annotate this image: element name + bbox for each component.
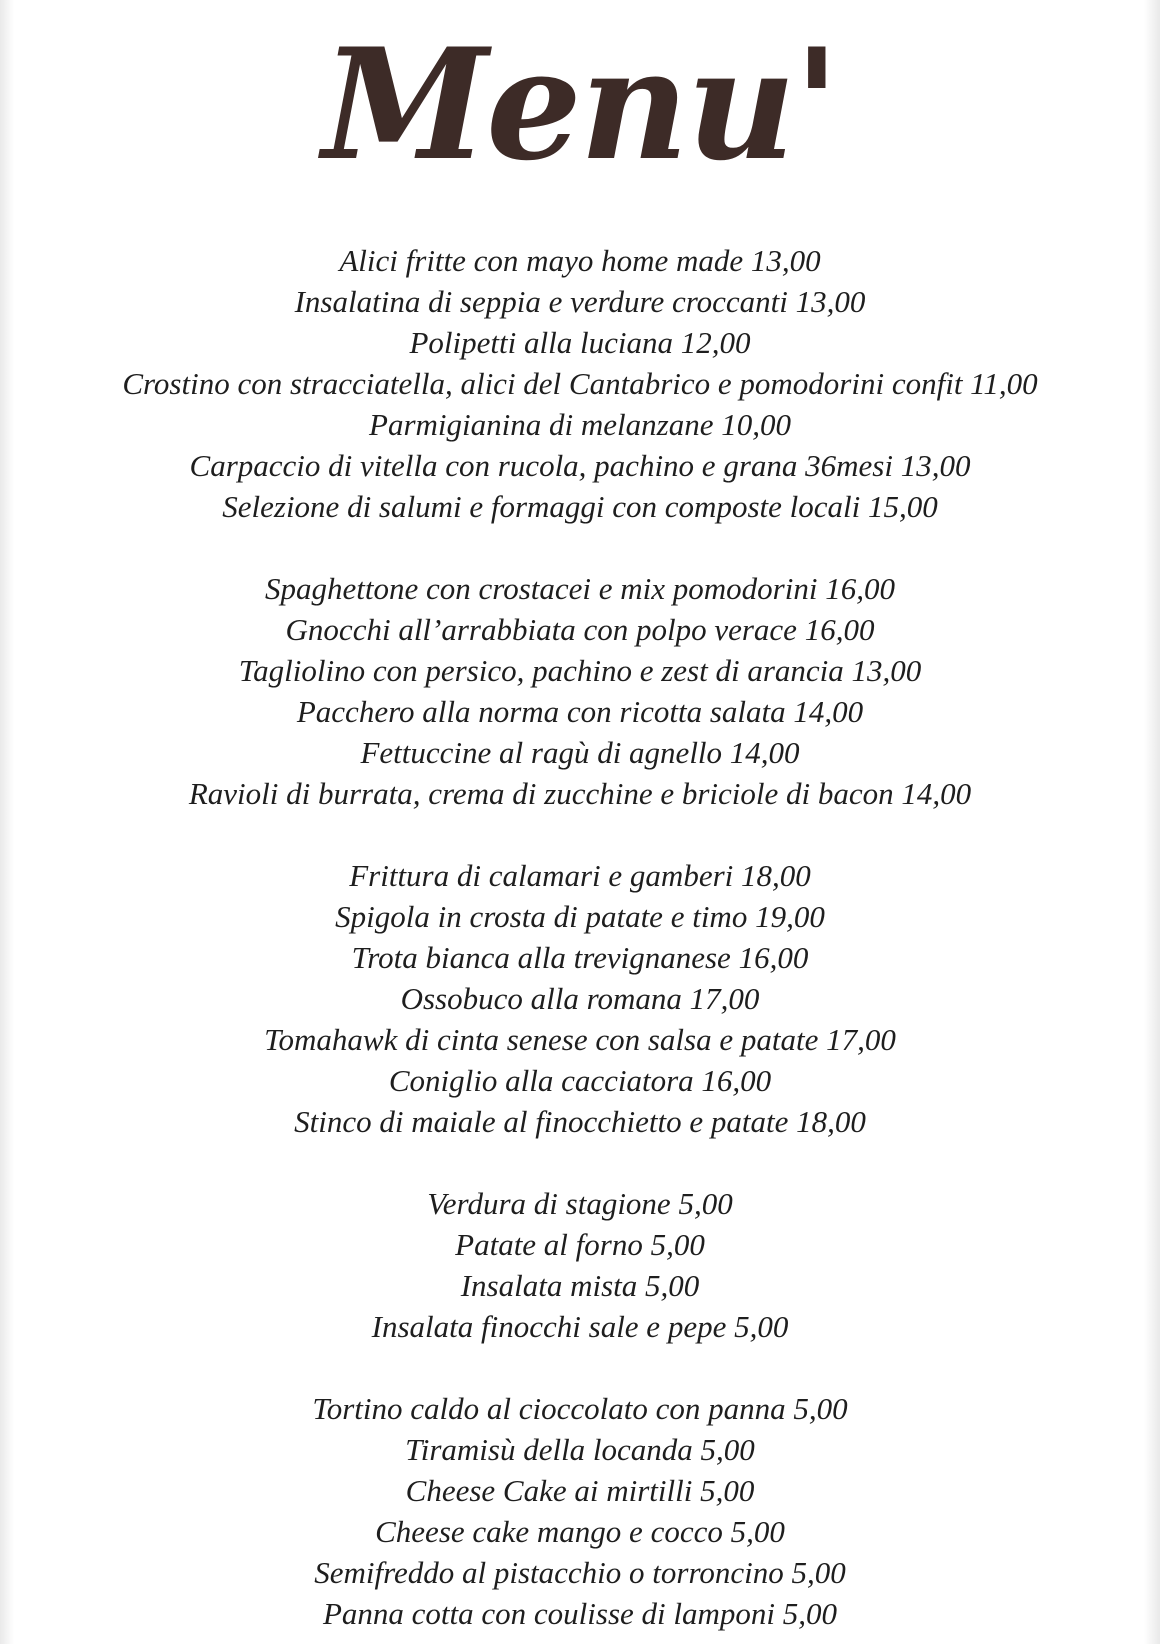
menu-item: Insalatina di seppia e verdure croccanti 13,00: [294, 284, 866, 319]
menu-item: Cheese cake mango e cocco 5,00: [375, 1514, 785, 1549]
menu-item: Spigola in crosta di patate e timo 19,00: [335, 899, 825, 934]
menu-item: Crostino con stracciatella, alici del Cantabrico e pomodorini confit 11,00: [122, 366, 1038, 401]
menu-section-primi: [0, 568, 1160, 814]
menu-item: Tomahawk di cinta senese con salsa e patate 17,00: [264, 1022, 896, 1057]
menu-item: Tiramisù della locanda 5,00: [405, 1432, 755, 1467]
menu-item: Patate al forno 5,00: [455, 1227, 705, 1262]
menu-item: Pacchero alla norma con ricotta salata 14,00: [296, 694, 864, 729]
menu-item: Spaghettone con crostacei e mix pomodorini 16,00: [265, 571, 895, 606]
menu-list: [0, 240, 1160, 1634]
menu-item: Parmigianina di melanzane 10,00: [369, 407, 791, 442]
menu-item: Fettuccine al ragù di agnello 14,00: [360, 735, 800, 770]
menu-section-dolci: [0, 1388, 1160, 1634]
menu-title: Menu': [322, 15, 838, 195]
menu-item: Trota bianca alla trevignanese 16,00: [351, 940, 809, 975]
menu-item: Insalata mista 5,00: [460, 1268, 700, 1303]
menu-item: Selezione di salumi e formaggi con composte locali 15,00: [222, 489, 938, 524]
menu-section-antipasti: [0, 240, 1160, 527]
menu-item: Cheese Cake ai mirtilli 5,00: [405, 1473, 755, 1508]
menu-item: Stinco di maiale al finocchietto e patate 18,00: [294, 1104, 866, 1139]
menu-item: Alici fritte con mayo home made 13,00: [339, 243, 821, 278]
menu-section-secondi: [0, 855, 1160, 1142]
menu-item: Tortino caldo al cioccolato con panna 5,00: [312, 1391, 848, 1426]
menu-item: Polipetti alla luciana 12,00: [409, 325, 751, 360]
menu-item: Ossobuco alla romana 17,00: [400, 981, 760, 1016]
menu-item: Coniglio alla cacciatora 16,00: [388, 1063, 772, 1098]
menu-item: Gnocchi all’arrabbiata con polpo verace 16,00: [285, 612, 875, 647]
menu-item: Insalata finocchi sale e pepe 5,00: [371, 1309, 789, 1344]
menu-item: Carpaccio di vitella con rucola, pachino e grana 36mesi 13,00: [189, 448, 971, 483]
menu-item: Semifreddo al pistacchio o torroncino 5,00: [314, 1555, 846, 1590]
menu-item: Panna cotta con coulisse di lamponi 5,00: [322, 1596, 838, 1631]
menu-item: Verdura di stagione 5,00: [427, 1186, 733, 1221]
menu-item: Frittura di calamari e gamberi 18,00: [349, 858, 811, 893]
menu-item: Tagliolino con persico, pachino e zest di arancia 13,00: [238, 653, 922, 688]
menu-item: Ravioli di burrata, crema di zucchine e briciole di bacon 14,00: [188, 776, 972, 811]
menu-section-contorni: [0, 1183, 1160, 1347]
